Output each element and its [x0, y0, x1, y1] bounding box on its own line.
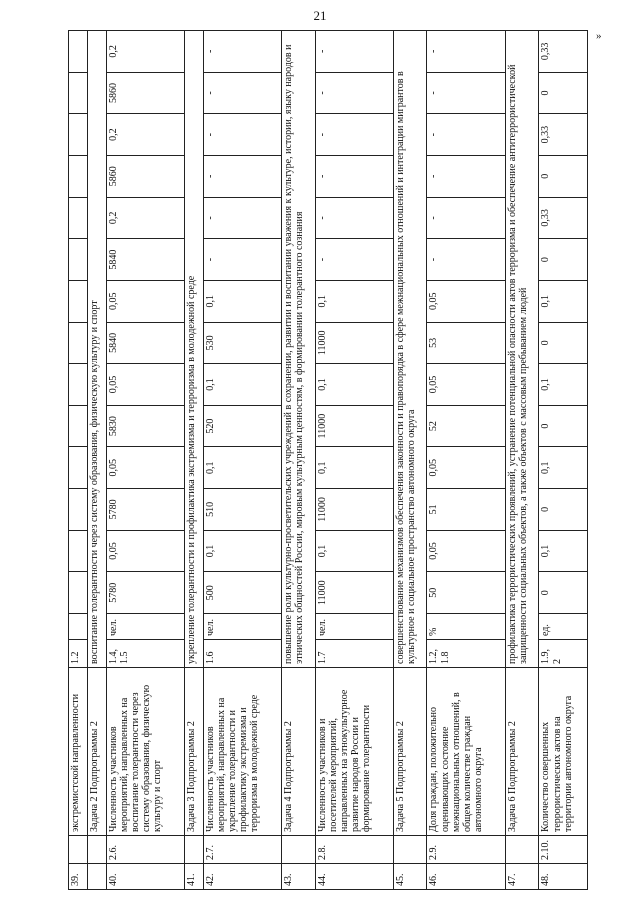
row-code-cell: 2.8.: [315, 836, 393, 864]
value-cell: 0,05: [427, 447, 505, 489]
value-cell: 0,05: [106, 530, 184, 572]
value-cell: -: [203, 155, 281, 197]
indicator-name-cell: Численность участников мероприятий, направленных на укрепление толерантности и профилактику экстремизма и терроризма в молодежной среде: [203, 668, 281, 836]
table-row: [281, 31, 315, 890]
row-number-cell: 48.: [539, 864, 588, 890]
value-cell: 0,1: [539, 530, 588, 572]
value-cell: 11000: [315, 405, 393, 447]
value-cell: 5780: [106, 489, 184, 531]
unit-cell: [69, 614, 88, 640]
row-code-cell: [281, 836, 315, 864]
value-cell: 11000: [315, 572, 393, 614]
value-cell: [69, 155, 88, 197]
value-cell: [69, 72, 88, 114]
value-cell: 0,2: [106, 197, 184, 239]
value-cell: 0,33: [539, 114, 588, 156]
value-cell: 5840: [106, 239, 184, 281]
value-cell: 52: [427, 405, 505, 447]
reference-cell: 1.2: [69, 640, 88, 668]
reference-cell: 1.2, 1.8: [427, 640, 505, 668]
value-cell: 530: [203, 322, 281, 364]
value-cell: 0: [539, 72, 588, 114]
value-cell: -: [315, 72, 393, 114]
row-code-cell: [87, 836, 106, 864]
value-cell: [69, 322, 88, 364]
value-cell: [69, 280, 88, 322]
value-cell: 0,1: [539, 280, 588, 322]
value-cell: [69, 31, 88, 73]
row-code-cell: 2.10.: [539, 836, 588, 864]
value-cell: -: [203, 197, 281, 239]
value-cell: 0,1: [315, 447, 393, 489]
row-number-cell: 42.: [203, 864, 281, 890]
value-cell: -: [427, 239, 505, 281]
task-description-cell: совершенствование механизмов обеспечения законности и правопорядка в сфере межнациональных отношений и интеграции мигрантов в культурное и социальное пространство автономного округа: [393, 31, 427, 668]
table-row: [106, 31, 184, 890]
task-description-cell: укрепление толерантности и профилактика экстремизма и терроризма в молодежной среде: [184, 31, 203, 668]
row-number-cell: 46.: [427, 864, 505, 890]
indicator-name-cell: экстремистской направленности: [69, 668, 88, 836]
unit-cell: чел.: [203, 614, 281, 640]
value-cell: 0,1: [203, 364, 281, 406]
value-cell: 0,1: [315, 364, 393, 406]
task-title-cell: Задача 3 Подпрограммы 2: [184, 668, 203, 836]
value-cell: [69, 447, 88, 489]
row-number-cell: 44.: [315, 864, 393, 890]
value-cell: [69, 489, 88, 531]
task-title-cell: Задача 5 Подпрограммы 2: [393, 668, 427, 836]
value-cell: [69, 572, 88, 614]
row-number-cell: 40.: [106, 864, 184, 890]
rotated-table-container: [68, 30, 588, 890]
row-code-cell: [393, 836, 427, 864]
value-cell: 5780: [106, 572, 184, 614]
row-code-cell: [69, 836, 88, 864]
value-cell: -: [427, 155, 505, 197]
value-cell: [69, 239, 88, 281]
table-row: [315, 31, 393, 890]
reference-cell: 1.6: [203, 640, 281, 668]
value-cell: 0,05: [106, 280, 184, 322]
unit-cell: ед.: [539, 614, 588, 640]
indicator-name-cell: Численность участников мероприятий, направленных на воспитание толерантности через систему образования, физическую культуру и спорт: [106, 668, 184, 836]
task-title-cell: Задача 2 Подпрограммы 2: [87, 668, 106, 836]
value-cell: 0,1: [315, 280, 393, 322]
value-cell: 0,33: [539, 197, 588, 239]
value-cell: 0,05: [106, 447, 184, 489]
value-cell: 0,05: [106, 364, 184, 406]
unit-cell: чел.: [106, 614, 184, 640]
task-title-cell: Задача 4 Подпрограммы 2: [281, 668, 315, 836]
value-cell: -: [315, 197, 393, 239]
value-cell: 520: [203, 405, 281, 447]
value-cell: 0,33: [539, 31, 588, 73]
value-cell: 5830: [106, 405, 184, 447]
value-cell: 5860: [106, 155, 184, 197]
reference-cell: 1.7: [315, 640, 393, 668]
page-number: 21: [313, 8, 327, 23]
table-row: [87, 31, 106, 890]
reference-cell: 1.4, 1.5: [106, 640, 184, 668]
value-cell: -: [427, 114, 505, 156]
task-description-cell: профилактика террористических проявлений, устранение потенциальной опасности актов терроризма и обеспечение антитеррористической защищенности социальных объектов, а также объектов с массовым пребыванием людей: [505, 31, 539, 668]
value-cell: -: [315, 114, 393, 156]
value-cell: 0,1: [203, 447, 281, 489]
table-row: [69, 31, 88, 890]
value-cell: 0: [539, 322, 588, 364]
value-cell: 0,05: [427, 364, 505, 406]
value-cell: -: [427, 197, 505, 239]
table-row: [539, 31, 588, 890]
value-cell: 0,2: [106, 31, 184, 73]
value-cell: 5860: [106, 72, 184, 114]
value-cell: 11000: [315, 322, 393, 364]
value-cell: 510: [203, 489, 281, 531]
value-cell: [69, 530, 88, 572]
value-cell: 5840: [106, 322, 184, 364]
value-cell: [69, 364, 88, 406]
row-number-cell: 45.: [393, 864, 427, 890]
task-title-cell: Задача 6 Подпрограммы 2: [505, 668, 539, 836]
value-cell: 0,05: [427, 530, 505, 572]
corner-mark: »: [596, 30, 602, 42]
row-code-cell: [184, 836, 203, 864]
row-number-cell: 39.: [69, 864, 88, 890]
value-cell: -: [427, 72, 505, 114]
table-row: [393, 31, 427, 890]
row-code-cell: 2.7.: [203, 836, 281, 864]
task-description-cell: воспитание толерантности через систему образования, физическую культуру и спорт: [87, 31, 106, 668]
table-row: [427, 31, 505, 890]
row-code-cell: [505, 836, 539, 864]
value-cell: [69, 114, 88, 156]
value-cell: 0,1: [203, 280, 281, 322]
value-cell: -: [315, 31, 393, 73]
value-cell: 0: [539, 489, 588, 531]
unit-cell: %: [427, 614, 505, 640]
row-number-cell: 47.: [505, 864, 539, 890]
value-cell: 51: [427, 489, 505, 531]
value-cell: 0: [539, 572, 588, 614]
indicator-name-cell: Количество совершенных террористических актов на территории автономного округа: [539, 668, 588, 836]
value-cell: 0,05: [427, 280, 505, 322]
value-cell: 0,1: [315, 530, 393, 572]
row-number-cell: 43.: [281, 864, 315, 890]
value-cell: -: [203, 72, 281, 114]
row-code-cell: 2.6.: [106, 836, 184, 864]
value-cell: 0,1: [539, 364, 588, 406]
task-description-cell: повышение роли культурно-просветительских учреждений в сохранении, развитии и воспитании уважения к культуре, истории, языку народов и этнических общностей России, мировым культурным ценностям, в формировании толерантного сознания: [281, 31, 315, 668]
indicator-name-cell: Численность участников и посетителей мероприятий, направленных на этнокультурное развитие народов России и формирование толерантности: [315, 668, 393, 836]
value-cell: 53: [427, 322, 505, 364]
value-cell: 0,1: [203, 530, 281, 572]
value-cell: 500: [203, 572, 281, 614]
value-cell: 0,1: [539, 447, 588, 489]
value-cell: -: [203, 114, 281, 156]
value-cell: 0: [539, 155, 588, 197]
unit-cell: чел.: [315, 614, 393, 640]
value-cell: 50: [427, 572, 505, 614]
indicators-table: [68, 30, 588, 890]
row-number-cell: [87, 864, 106, 890]
row-code-cell: 2.9.: [427, 836, 505, 864]
value-cell: [69, 405, 88, 447]
reference-cell: 1.9, 2: [539, 640, 588, 668]
value-cell: -: [315, 239, 393, 281]
value-cell: 0,2: [106, 114, 184, 156]
value-cell: -: [203, 31, 281, 73]
value-cell: -: [427, 31, 505, 73]
value-cell: 0: [539, 405, 588, 447]
value-cell: -: [315, 155, 393, 197]
value-cell: [69, 197, 88, 239]
table-row: [505, 31, 539, 890]
table-row: [203, 31, 281, 890]
value-cell: 11000: [315, 489, 393, 531]
indicator-name-cell: Доля граждан, положительно оценивающих состояние межнациональных отношений, в общем количестве граждан автономного округа: [427, 668, 505, 836]
value-cell: -: [203, 239, 281, 281]
value-cell: 0: [539, 239, 588, 281]
table-row: [184, 31, 203, 890]
row-number-cell: 41.: [184, 864, 203, 890]
